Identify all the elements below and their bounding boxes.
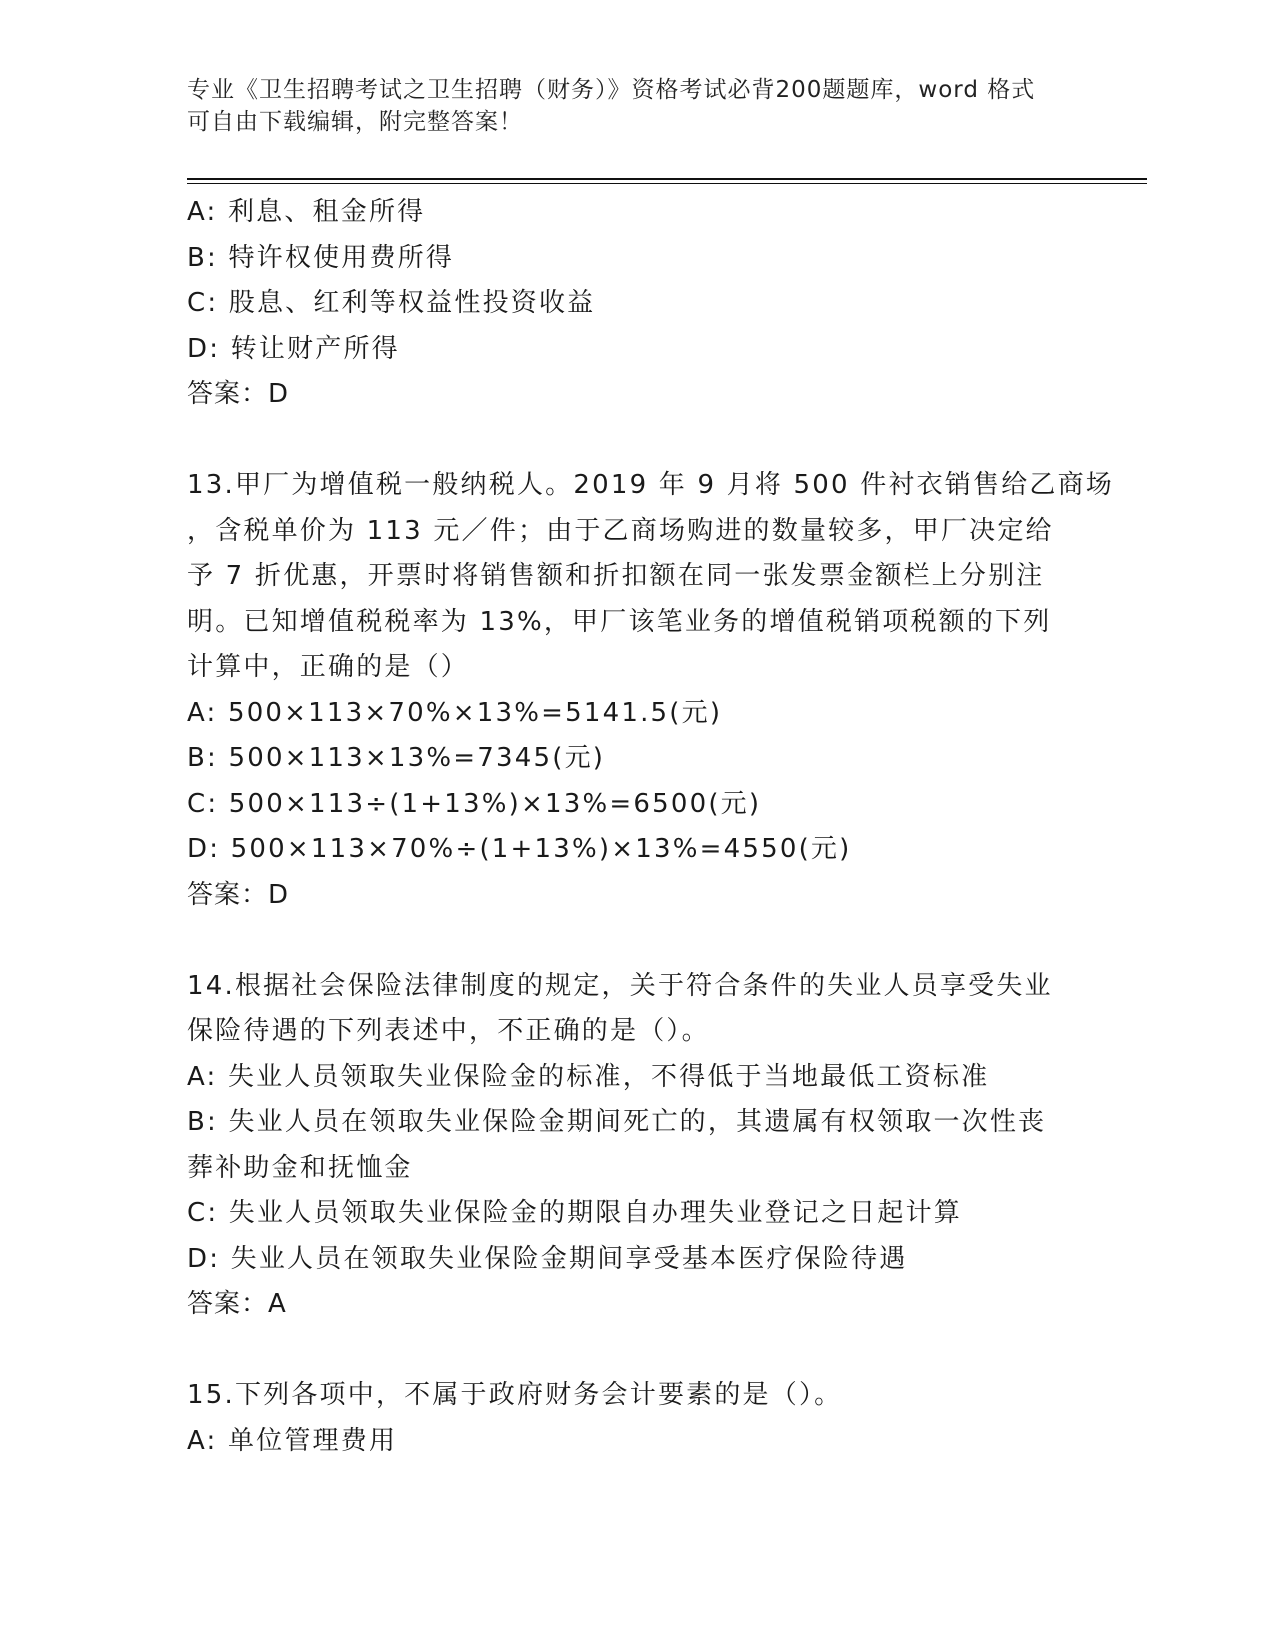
option-c: C: 失业人员领取失业保险金的期限自办理失业登记之日起计算 [187,1198,962,1228]
question-stem-line: 计算中，正确的是（） [187,652,470,682]
option-a: A: 利息、租金所得 [187,197,426,227]
answer-line: 答案：A [187,1289,287,1319]
question-stem-line: ，含税单价为 113 元／件；由于乙商场购进的数量较多，甲厂决定给 [187,515,1054,546]
document-body [187,190,1115,1464]
document-header [187,74,1067,138]
option-d: D: 转让财产所得 [187,333,400,364]
answer-line: 答案：D [187,879,290,910]
option-c: C: 500×113÷(1+13%)×13%=6500(元) [187,788,762,819]
question-13 [187,463,1115,918]
spacer [187,418,1087,464]
option-b: B: 500×113×13%=7345(元) [187,743,606,773]
answer-line: 答案：D [187,379,290,409]
question-stem-line: 明。已知增值税税率为 13%，甲厂该笔业务的增值税销项税额的下列 [187,606,1052,637]
option-a: A: 500×113×70%×13%=5141.5(元) [187,697,723,728]
option-b-continued: 葬补助金和抚恤金 [187,1152,413,1183]
spacer [187,918,1087,964]
question-12-continued [187,190,1087,418]
header-title-line-1: 专业《卫生招聘考试之卫生招聘（财务）》资格考试必背200题题库，word 格式 [187,77,1036,103]
question-stem-line: 14.根据社会保险法律制度的规定，关于符合条件的失业人员享受失业 [187,970,1053,1001]
option-d: D: 失业人员在领取失业保险金期间享受基本医疗保险待遇 [187,1243,908,1274]
header-title-line-2: 可自由下载编辑，附完整答案！ [187,109,523,135]
header-divider-thick [187,178,1147,180]
header-divider-thin [187,183,1147,184]
option-b: B: 失业人员在领取失业保险金期间死亡的，其遗属有权领取一次性丧 [187,1107,1047,1137]
option-d: D: 500×113×70%÷(1+13%)×13%=4550(元) [187,834,852,864]
spacer [187,1328,1087,1374]
option-b: B: 特许权使用费所得 [187,242,455,273]
question-stem-line: 15.下列各项中，不属于政府财务会计要素的是（）。 [187,1380,843,1410]
option-a: A: 失业人员领取失业保险金的标准，不得低于当地最低工资标准 [187,1061,990,1092]
question-14 [187,964,1087,1328]
question-stem-line: 保险待遇的下列表述中，不正确的是（）。 [187,1016,710,1046]
option-a: A: 单位管理费用 [187,1425,398,1456]
question-15 [187,1373,1087,1464]
question-stem-line: 予 7 折优惠，开票时将销售额和折扣额在同一张发票金额栏上分别注 [187,561,1045,591]
question-stem-line: 13.甲厂为增值税一般纳税人。2019 年 9 月将 500 件衬衣销售给乙商场 [187,470,1115,500]
option-c: C: 股息、红利等权益性投资收益 [187,288,596,318]
